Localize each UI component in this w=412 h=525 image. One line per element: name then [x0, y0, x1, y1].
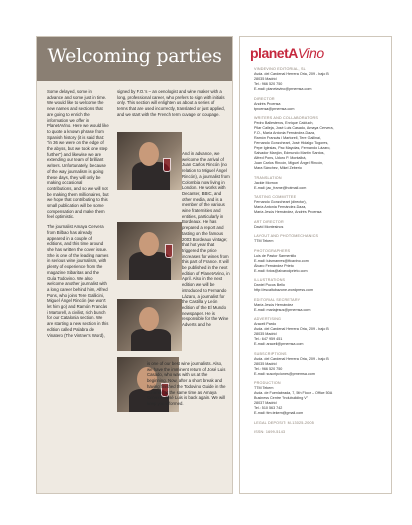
text-column-3 [182, 151, 230, 332]
credit-line: Juan Carlos Rincón, Miguel Ángel Rincón, [254, 161, 324, 165]
credit-line: Fernando Gonzcheart (director), [254, 200, 307, 204]
credit-heading: DIRECTOR [254, 96, 275, 101]
credit-line: E-mail: araceli@prnemsa.com [254, 342, 304, 346]
paragraph: And in advance, we welcome the arrival of Juan Carlos Rincón (no relation to Miguel Ángel Rincón), a journalist from Colombia now living in London. He works with Decanter, BBIC, and other media, and is a member of the various wine fraternities and entities, particularly in Bordeaux. He has prepared a report and tasting on the famous 2003 Bordeaux vintage; that hot year that triggered the price increases for wines from this part of France. It will be published in the next edition of PlanetAVino, in April. Also in the next edition we will be introduced to Fernando Lázaro, a journalist for the Castilla y León edition of the El Mundo newspaper. He is responsible for the Wine Adverts and he [182, 151, 230, 328]
credit-block [254, 176, 386, 191]
credit-line: TTM Tekem [254, 386, 274, 390]
credit-line: E-mail: suscripciones@prnemsa.com [254, 371, 315, 376]
credit-block [254, 298, 386, 313]
credit-block [254, 249, 386, 274]
page-title: Welcoming parties [47, 45, 222, 67]
credit-block [254, 381, 386, 416]
photo-portrait-2 [117, 222, 182, 280]
credit-line: Tel.: 647 959 451 [254, 337, 283, 341]
credit-block [254, 421, 386, 426]
credit-heading: LEGAL DEPOSIT: M-13025-2005 [254, 420, 314, 425]
credit-heading: TASTING COMMITTEE [254, 195, 297, 199]
credit-line: 28035 Madrid [254, 332, 277, 336]
credit-heading: ISSN: 1699-5143 [254, 430, 286, 434]
credit-line: E-mail: mariajesus@prnemsa.com [254, 307, 311, 312]
credit-line: Avda. de Fuenlabrada, 7, 5th Floor – Office 50A [254, 391, 333, 395]
credit-heading: EDITORIAL SECRETARY [254, 297, 301, 302]
photo-portrait-3 [117, 299, 182, 351]
credit-block [254, 97, 386, 112]
credit-line: Business Centre "Indubuilding V" [254, 396, 309, 400]
credit-heading: LAYOUT AND PHOTOMECHANICS [254, 234, 319, 238]
credit-block [254, 352, 386, 377]
credit-block [254, 317, 386, 347]
credit-line: Pilar Calleja, José Luis Casado, Amaya Cervera, [254, 126, 334, 130]
credit-line: Fernando Gonzcheart, José Hidalgo Togores, [254, 141, 329, 145]
credit-line: David Montesinos [254, 224, 284, 229]
credit-line: Araceli Pardo [254, 322, 277, 326]
credit-line: TTM Tekem [254, 239, 274, 243]
credit-line: F.O., María Antonia Fernández-Daza, [254, 131, 316, 135]
credit-line: María Jesús Hernández [254, 302, 294, 307]
credit-line: Tel.: 966 520 750 [254, 366, 283, 371]
credit-line: Avda. del Cardenal Herrera Oria, 209 - bajo B [254, 356, 329, 361]
credit-block [254, 278, 386, 293]
credit-heading: ILLUSTRATIONS [254, 278, 286, 282]
credit-line: Salvador Manjón, Edmundo Martín Santos, [254, 151, 325, 155]
credit-line: Avda. del Cardenal Herrera Oria, 209 - bajo B [254, 72, 329, 76]
credit-line: Daniel Pucos Bello [254, 283, 285, 287]
paragraph: The journalist Amaya Cervera from Bilbao has already appeared in a couple of editions, and this time around she has written the cover issue. She is one of the leading names in serious wine journalism, with plenty of experience from the magazine Sibaritas and the Guía Todovino. We also welcome another journalist with a long career behind him, Alfred Pons, who joins Tere Gallicini, Miguel Ángel Rincón (we won't let him go) and Ramón Francàs i Martorell, a civilist, rich bunch for our Catalonia section. We are starting a new section in this edition called Palabra de Vinatero (The Vintner's Word), [47, 224, 109, 338]
credit-heading: PRODUCTION [254, 381, 281, 385]
credit-line: E-mail: fotos@alvarodprieto.com [254, 268, 308, 273]
credits-page [239, 36, 392, 494]
credit-block [254, 234, 386, 244]
paragraph: is one of our best wine journalists. Also, we have the imminent return of José Luis Casado, who was with us at the beginning. Now, after a short break and having finished the Todovino Guide in the summer, at the same time as Amaya Cervera, José Luis is back again. We will keep you informed. [147, 361, 226, 406]
credit-line: 28035 Madrid [254, 77, 277, 81]
credit-line: María Jesús Hernández, Andrés Proensa [254, 210, 322, 214]
photo-portrait-1 [117, 132, 182, 190]
masthead-credits [254, 67, 386, 440]
credit-line: Pepe Iglesias, Pac Mayolas, Fernando Lázaro, [254, 146, 331, 150]
credit-heading: PHOTOGRAPHERS [254, 248, 291, 253]
credit-line: Andrés Proensa [254, 101, 281, 106]
credit-line: Avda. del Cardenal Herrera Oria, 209 - bajo B [254, 327, 329, 331]
logo-italic: Vino [297, 45, 324, 61]
credit-line: Tel.: 510 563 742 [254, 406, 283, 410]
credit-line: Tel.: 966 520 750 [254, 82, 283, 86]
text-column-2 [117, 89, 225, 122]
credit-line: Mara Sánchez, Mikel Zeberio [254, 166, 302, 170]
credit-line: E-mail: ttm.tekem@gmail.com [254, 411, 304, 415]
credit-line: Alfred Pons, Udoro P. Montalbá, [254, 156, 307, 160]
title-banner [37, 37, 232, 81]
credit-line: Pedro Ballesteros, Enrique Calduch, [254, 121, 314, 125]
credit-line: tproensa@prnemsa.com [254, 106, 295, 111]
credit-block [254, 220, 386, 230]
credit-heading: VINDEVINO EDITORIAL, SL [254, 67, 306, 71]
credit-heading: ADVERTISING [254, 317, 282, 321]
credit-heading: SUBSCRIPTIONS [254, 351, 287, 356]
credit-block [254, 195, 386, 215]
credit-block [254, 430, 386, 435]
credit-line: 28037 Madrid [254, 401, 277, 405]
paragraph: signed by F.O.'s – an oenologist and wine maker with a long, professional career, who prefers to sign with initials only. This section will enlighten us about a series of terms that are used incorrectly, translated or just applied, and we start with the French term cuvage or coupage. [117, 89, 225, 117]
credit-line: E-mail: jac_frame@hotmail.com [254, 185, 307, 190]
credit-heading: TRANSLATION [254, 175, 282, 180]
credit-line: Jackie Morrow [254, 180, 278, 185]
credit-line: Ramón Francàs i Martorell, Tere Gallinaí, [254, 136, 322, 140]
credit-heading: WRITERS AND COLLABORATORS [254, 116, 319, 120]
credit-line: http://escaltubazone.wordpress.com [254, 288, 314, 292]
credit-line: 28035 Madrid [254, 361, 277, 366]
editorial-page [36, 36, 233, 494]
credit-line: E-mail: luismanres@tfcavino.com [254, 258, 309, 263]
credit-block [254, 116, 386, 171]
credit-line: E-mail: planetavino@prnemsa.com [254, 87, 312, 91]
credit-heading: ART DIRECTOR [254, 219, 284, 224]
paragraph: Some delayed, some in advance and some just in time. We would like to welcome the new names and sections that are going to enrich the information we offer in PlanetAVino. Here we would like to quote a known phrase from Spanish history (it is said that: "in 36 we were on the edge of the abyss, but we took one step further") and likewise we are extending our team of brilliant writers. Unfortunately, because of the way journalism is going these days, they will only be making occasional contributions, and so we will not be making them millionaires, but we hope that contributing to this small publication will be some compensation and make them feel optimistic. [47, 89, 109, 220]
text-column-4 [147, 361, 227, 411]
text-column-1 [47, 89, 109, 342]
publication-logo [250, 45, 324, 61]
logo-main: planetA [250, 45, 298, 61]
magazine-spread [36, 36, 392, 494]
credit-line: Álvaro Fernández Prieto [254, 263, 294, 268]
credit-line: María Antonia Fernández-Daza, [254, 205, 307, 209]
credit-block [254, 67, 386, 92]
credit-line: Luis de Pastor Sarmentilo [254, 253, 297, 258]
